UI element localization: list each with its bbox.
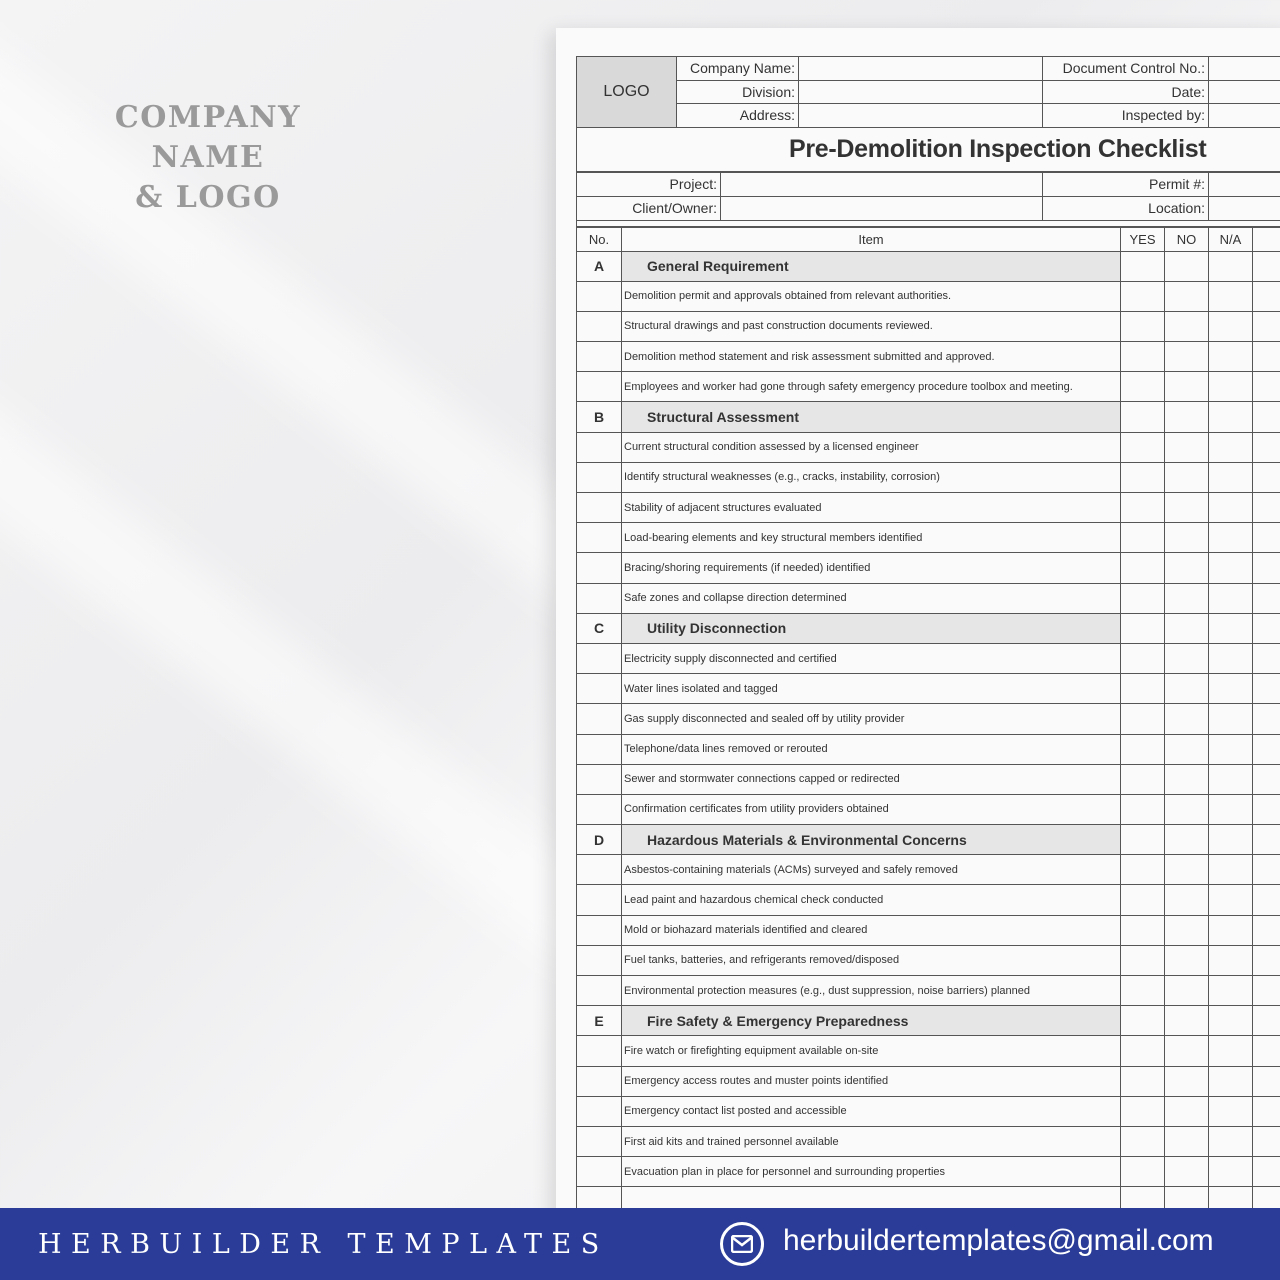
inspected-by-field[interactable]: [1209, 104, 1280, 128]
table-row: [577, 915, 1280, 945]
table-row: [577, 493, 1280, 523]
na-checkbox-cell[interactable]: [1209, 1036, 1253, 1066]
extra-cell[interactable]: [1253, 281, 1280, 311]
table-row: [577, 1066, 1280, 1096]
extra-cell[interactable]: [1253, 915, 1280, 945]
extra-cell[interactable]: [1253, 704, 1280, 734]
row-number-cell: [577, 1096, 622, 1126]
yes-checkbox-cell[interactable]: [1121, 372, 1165, 402]
checklist-item-text: Gas supply disconnected and sealed off by utility provider: [622, 704, 1121, 734]
table-row: [577, 523, 1280, 553]
checklist-item-text: Water lines isolated and tagged: [622, 674, 1121, 704]
row-number-cell: [577, 674, 622, 704]
col-extra-header: [1253, 227, 1280, 251]
table-row: [577, 1036, 1280, 1066]
checklist-item-text: Sewer and stormwater connections capped or redirected: [622, 764, 1121, 794]
client-field[interactable]: [721, 196, 1043, 220]
doc-control-field[interactable]: [1209, 57, 1280, 81]
section-title: Utility Disconnection: [622, 613, 1121, 643]
col-no-header: No.: [577, 227, 622, 251]
checklist-item-text: First aid kits and trained personnel available: [622, 1126, 1121, 1156]
checklist-item-text: Fuel tanks, batteries, and refrigerants removed/disposed: [622, 945, 1121, 975]
document-title: Pre-Demolition Inspection Checklist: [576, 128, 1280, 172]
section-letter: D: [577, 825, 622, 855]
no-checkbox-cell[interactable]: [1165, 855, 1209, 885]
no-checkbox-cell[interactable]: [1165, 734, 1209, 764]
mail-icon: [720, 1222, 764, 1266]
table-row: [577, 342, 1280, 372]
yes-checkbox-cell[interactable]: [1121, 462, 1165, 492]
section-row: [577, 1006, 1280, 1036]
row-number-cell: [577, 372, 622, 402]
brand-line1: COMPANY NAME: [114, 100, 302, 175]
checklist-item-text: Fire watch or firefighting equipment available on-site: [622, 1036, 1121, 1066]
table-row: [577, 1126, 1280, 1156]
row-number-cell: [577, 764, 622, 794]
no-checkbox-cell[interactable]: [1165, 1036, 1209, 1066]
checklist-item-text: Telephone/data lines removed or rerouted: [622, 734, 1121, 764]
location-field[interactable]: [1209, 196, 1280, 220]
na-checkbox-cell[interactable]: [1209, 915, 1253, 945]
row-number-cell: [577, 945, 622, 975]
row-number-cell: [577, 734, 622, 764]
no-checkbox-cell[interactable]: [1165, 493, 1209, 523]
section-blank-cell: [1121, 825, 1165, 855]
row-number-cell: [577, 553, 622, 583]
row-number-cell: [577, 311, 622, 341]
no-checkbox-cell[interactable]: [1165, 523, 1209, 553]
na-checkbox-cell[interactable]: [1209, 885, 1253, 915]
extra-cell[interactable]: [1253, 855, 1280, 885]
row-number-cell: [577, 855, 622, 885]
col-yes-header: YES: [1121, 227, 1165, 251]
section-blank-cell: [1209, 825, 1253, 855]
na-checkbox-cell[interactable]: [1209, 583, 1253, 613]
checklist-item-text: Employees and worker had gone through safety emergency procedure toolbox and meeting.: [622, 372, 1121, 402]
na-checkbox-cell[interactable]: [1209, 643, 1253, 673]
table-row: [577, 794, 1280, 824]
yes-checkbox-cell[interactable]: [1121, 945, 1165, 975]
section-letter: B: [577, 402, 622, 432]
section-blank-cell: [1121, 251, 1165, 281]
extra-cell[interactable]: [1253, 372, 1280, 402]
checklist-item-text: Electricity supply disconnected and certified: [622, 643, 1121, 673]
na-checkbox-cell[interactable]: [1209, 462, 1253, 492]
project-label: Project:: [577, 172, 721, 196]
address-field[interactable]: [799, 104, 1043, 128]
row-number-cell: [577, 432, 622, 462]
yes-checkbox-cell[interactable]: [1121, 553, 1165, 583]
section-blank-cell: [1165, 402, 1209, 432]
section-blank-cell: [1209, 1006, 1253, 1036]
yes-checkbox-cell[interactable]: [1121, 1066, 1165, 1096]
checklist-item-text: Demolition method statement and risk assessment submitted and approved.: [622, 342, 1121, 372]
na-checkbox-cell[interactable]: [1209, 1066, 1253, 1096]
yes-checkbox-cell[interactable]: [1121, 915, 1165, 945]
footer-brand-name: HERBUILDER TEMPLATES: [38, 1228, 609, 1260]
table-row: [577, 432, 1280, 462]
extra-cell[interactable]: [1253, 311, 1280, 341]
brand-line2: & LOGO: [135, 180, 281, 215]
section-blank-cell: [1165, 613, 1209, 643]
extra-cell[interactable]: [1253, 1157, 1280, 1187]
checklist-item-text: Confirmation certificates from utility providers obtained: [622, 794, 1121, 824]
na-checkbox-cell[interactable]: [1209, 1157, 1253, 1187]
na-checkbox-cell[interactable]: [1209, 734, 1253, 764]
yes-checkbox-cell[interactable]: [1121, 342, 1165, 372]
table-row: [577, 674, 1280, 704]
no-checkbox-cell[interactable]: [1165, 281, 1209, 311]
extra-cell[interactable]: [1253, 523, 1280, 553]
row-number-cell: [577, 1036, 622, 1066]
extra-cell[interactable]: [1253, 1036, 1280, 1066]
checklist-table: [576, 227, 1280, 1218]
table-row: [577, 553, 1280, 583]
checklist-item-text: Asbestos-containing materials (ACMs) surveyed and safely removed: [622, 855, 1121, 885]
yes-checkbox-cell[interactable]: [1121, 523, 1165, 553]
header-table: [576, 56, 1280, 128]
section-blank-cell: [1165, 1006, 1209, 1036]
section-blank-cell: [1165, 251, 1209, 281]
checklist-item-text: Emergency access routes and muster points identified: [622, 1066, 1121, 1096]
no-checkbox-cell[interactable]: [1165, 462, 1209, 492]
no-checkbox-cell[interactable]: [1165, 1066, 1209, 1096]
section-blank-cell: [1253, 825, 1280, 855]
table-row: [577, 945, 1280, 975]
project-table: [576, 172, 1280, 221]
permit-label: Permit #:: [1043, 172, 1209, 196]
section-row: [577, 825, 1280, 855]
checklist-item-text: Structural drawings and past construction documents reviewed.: [622, 311, 1121, 341]
extra-cell[interactable]: [1253, 553, 1280, 583]
division-label: Division:: [677, 80, 799, 104]
yes-checkbox-cell[interactable]: [1121, 493, 1165, 523]
na-checkbox-cell[interactable]: [1209, 311, 1253, 341]
company-name-field[interactable]: [799, 57, 1043, 81]
row-number-cell: [577, 281, 622, 311]
extra-cell[interactable]: [1253, 764, 1280, 794]
yes-checkbox-cell[interactable]: [1121, 674, 1165, 704]
no-checkbox-cell[interactable]: [1165, 885, 1209, 915]
yes-checkbox-cell[interactable]: [1121, 764, 1165, 794]
address-label: Address:: [677, 104, 799, 128]
na-checkbox-cell[interactable]: [1209, 432, 1253, 462]
no-checkbox-cell[interactable]: [1165, 674, 1209, 704]
division-field[interactable]: [799, 80, 1043, 104]
col-no-answer-header: NO: [1165, 227, 1209, 251]
section-row: [577, 613, 1280, 643]
checklist-item-text: Safe zones and collapse direction determined: [622, 583, 1121, 613]
row-number-cell: [577, 915, 622, 945]
table-row: [577, 311, 1280, 341]
extra-cell[interactable]: [1253, 976, 1280, 1006]
section-blank-cell: [1209, 402, 1253, 432]
yes-checkbox-cell[interactable]: [1121, 976, 1165, 1006]
extra-cell[interactable]: [1253, 945, 1280, 975]
table-row: [577, 1157, 1280, 1187]
section-title: Hazardous Materials & Environmental Concerns: [622, 825, 1121, 855]
checklist-item-text: Load-bearing elements and key structural members identified: [622, 523, 1121, 553]
table-row: [577, 855, 1280, 885]
checklist-item-text: Bracing/shoring requirements (if needed) identified: [622, 553, 1121, 583]
row-number-cell: [577, 885, 622, 915]
extra-cell[interactable]: [1253, 1066, 1280, 1096]
no-checkbox-cell[interactable]: [1165, 1126, 1209, 1156]
no-checkbox-cell[interactable]: [1165, 311, 1209, 341]
yes-checkbox-cell[interactable]: [1121, 704, 1165, 734]
table-row: [577, 462, 1280, 492]
date-label: Date:: [1043, 80, 1209, 104]
extra-cell[interactable]: [1253, 734, 1280, 764]
section-blank-cell: [1121, 1006, 1165, 1036]
section-blank-cell: [1121, 402, 1165, 432]
section-letter: A: [577, 251, 622, 281]
permit-field[interactable]: [1209, 172, 1280, 196]
table-row: [577, 583, 1280, 613]
yes-checkbox-cell[interactable]: [1121, 583, 1165, 613]
yes-checkbox-cell[interactable]: [1121, 432, 1165, 462]
table-row: [577, 764, 1280, 794]
yes-checkbox-cell[interactable]: [1121, 311, 1165, 341]
yes-checkbox-cell[interactable]: [1121, 885, 1165, 915]
table-row: [577, 281, 1280, 311]
yes-checkbox-cell[interactable]: [1121, 794, 1165, 824]
yes-checkbox-cell[interactable]: [1121, 734, 1165, 764]
table-row: [577, 976, 1280, 1006]
table-row: [577, 643, 1280, 673]
extra-cell[interactable]: [1253, 885, 1280, 915]
col-na-header: N/A: [1209, 227, 1253, 251]
row-number-cell: [577, 976, 622, 1006]
section-title: Structural Assessment: [622, 402, 1121, 432]
na-checkbox-cell[interactable]: [1209, 1126, 1253, 1156]
checklist-item-text: Demolition permit and approvals obtained from relevant authorities.: [622, 281, 1121, 311]
na-checkbox-cell[interactable]: [1209, 493, 1253, 523]
row-number-cell: [577, 523, 622, 553]
row-number-cell: [577, 493, 622, 523]
na-checkbox-cell[interactable]: [1209, 945, 1253, 975]
col-item-header: Item: [622, 227, 1121, 251]
no-checkbox-cell[interactable]: [1165, 764, 1209, 794]
section-blank-cell: [1121, 613, 1165, 643]
no-checkbox-cell[interactable]: [1165, 704, 1209, 734]
yes-checkbox-cell[interactable]: [1121, 1036, 1165, 1066]
section-blank-cell: [1209, 251, 1253, 281]
no-checkbox-cell[interactable]: [1165, 1157, 1209, 1187]
inspected-by-label: Inspected by:: [1043, 104, 1209, 128]
na-checkbox-cell[interactable]: [1209, 372, 1253, 402]
section-blank-cell: [1253, 251, 1280, 281]
section-blank-cell: [1165, 825, 1209, 855]
footer-bar: [0, 1208, 1280, 1280]
logo-box: LOGO: [577, 57, 677, 128]
extra-cell[interactable]: [1253, 643, 1280, 673]
row-number-cell: [577, 462, 622, 492]
yes-checkbox-cell[interactable]: [1121, 281, 1165, 311]
checklist-document: [576, 56, 1280, 1218]
extra-cell[interactable]: [1253, 432, 1280, 462]
table-row: [577, 734, 1280, 764]
no-checkbox-cell[interactable]: [1165, 553, 1209, 583]
table-row: [577, 704, 1280, 734]
extra-cell[interactable]: [1253, 794, 1280, 824]
na-checkbox-cell[interactable]: [1209, 281, 1253, 311]
na-checkbox-cell[interactable]: [1209, 704, 1253, 734]
row-number-cell: [577, 643, 622, 673]
checklist-item-text: Mold or biohazard materials identified and cleared: [622, 915, 1121, 945]
row-number-cell: [577, 704, 622, 734]
date-field[interactable]: [1209, 80, 1280, 104]
project-field[interactable]: [721, 172, 1043, 196]
extra-cell[interactable]: [1253, 674, 1280, 704]
row-number-cell: [577, 1126, 622, 1156]
row-number-cell: [577, 342, 622, 372]
extra-cell[interactable]: [1253, 1126, 1280, 1156]
no-checkbox-cell[interactable]: [1165, 915, 1209, 945]
no-checkbox-cell[interactable]: [1165, 372, 1209, 402]
no-checkbox-cell[interactable]: [1165, 1096, 1209, 1126]
na-checkbox-cell[interactable]: [1209, 523, 1253, 553]
yes-checkbox-cell[interactable]: [1121, 855, 1165, 885]
na-checkbox-cell[interactable]: [1209, 764, 1253, 794]
table-row: [577, 372, 1280, 402]
brand-placeholder: [68, 98, 348, 218]
table-row: [577, 1096, 1280, 1126]
yes-checkbox-cell[interactable]: [1121, 1157, 1165, 1187]
no-checkbox-cell[interactable]: [1165, 643, 1209, 673]
client-label: Client/Owner:: [577, 196, 721, 220]
no-checkbox-cell[interactable]: [1165, 342, 1209, 372]
section-blank-cell: [1209, 613, 1253, 643]
section-blank-cell: [1253, 613, 1280, 643]
extra-cell[interactable]: [1253, 583, 1280, 613]
section-row: [577, 402, 1280, 432]
section-title: General Requirement: [622, 251, 1121, 281]
extra-cell[interactable]: [1253, 342, 1280, 372]
na-checkbox-cell[interactable]: [1209, 794, 1253, 824]
no-checkbox-cell[interactable]: [1165, 976, 1209, 1006]
checklist-item-text: Stability of adjacent structures evaluated: [622, 493, 1121, 523]
checklist-item-text: Current structural condition assessed by a licensed engineer: [622, 432, 1121, 462]
no-checkbox-cell[interactable]: [1165, 945, 1209, 975]
row-number-cell: [577, 583, 622, 613]
na-checkbox-cell[interactable]: [1209, 342, 1253, 372]
section-row: [577, 251, 1280, 281]
checklist-item-text: Emergency contact list posted and accessible: [622, 1096, 1121, 1126]
na-checkbox-cell[interactable]: [1209, 976, 1253, 1006]
table-row: [577, 885, 1280, 915]
light-streak: [0, 352, 632, 977]
na-checkbox-cell[interactable]: [1209, 855, 1253, 885]
no-checkbox-cell[interactable]: [1165, 432, 1209, 462]
na-checkbox-cell[interactable]: [1209, 674, 1253, 704]
extra-cell[interactable]: [1253, 1096, 1280, 1126]
yes-checkbox-cell[interactable]: [1121, 1096, 1165, 1126]
na-checkbox-cell[interactable]: [1209, 553, 1253, 583]
no-checkbox-cell[interactable]: [1165, 794, 1209, 824]
extra-cell[interactable]: [1253, 493, 1280, 523]
location-label: Location:: [1043, 196, 1209, 220]
row-number-cell: [577, 1157, 622, 1187]
yes-checkbox-cell[interactable]: [1121, 643, 1165, 673]
na-checkbox-cell[interactable]: [1209, 1096, 1253, 1126]
row-number-cell: [577, 794, 622, 824]
yes-checkbox-cell[interactable]: [1121, 1126, 1165, 1156]
no-checkbox-cell[interactable]: [1165, 583, 1209, 613]
section-blank-cell: [1253, 402, 1280, 432]
checklist-item-text: Environmental protection measures (e.g., dust suppression, noise barriers) planned: [622, 976, 1121, 1006]
footer-email-link[interactable]: herbuildertemplates@gmail.com: [783, 1224, 1214, 1257]
company-name-label: Company Name:: [677, 57, 799, 81]
section-title: Fire Safety & Emergency Preparedness: [622, 1006, 1121, 1036]
extra-cell[interactable]: [1253, 462, 1280, 492]
section-letter: C: [577, 613, 622, 643]
doc-control-label: Document Control No.:: [1043, 57, 1209, 81]
row-number-cell: [577, 1066, 622, 1096]
checklist-item-text: Lead paint and hazardous chemical check conducted: [622, 885, 1121, 915]
section-blank-cell: [1253, 1006, 1280, 1036]
checklist-item-text: Evacuation plan in place for personnel and surrounding properties: [622, 1157, 1121, 1187]
checklist-item-text: Identify structural weaknesses (e.g., cracks, instability, corrosion): [622, 462, 1121, 492]
section-letter: E: [577, 1006, 622, 1036]
